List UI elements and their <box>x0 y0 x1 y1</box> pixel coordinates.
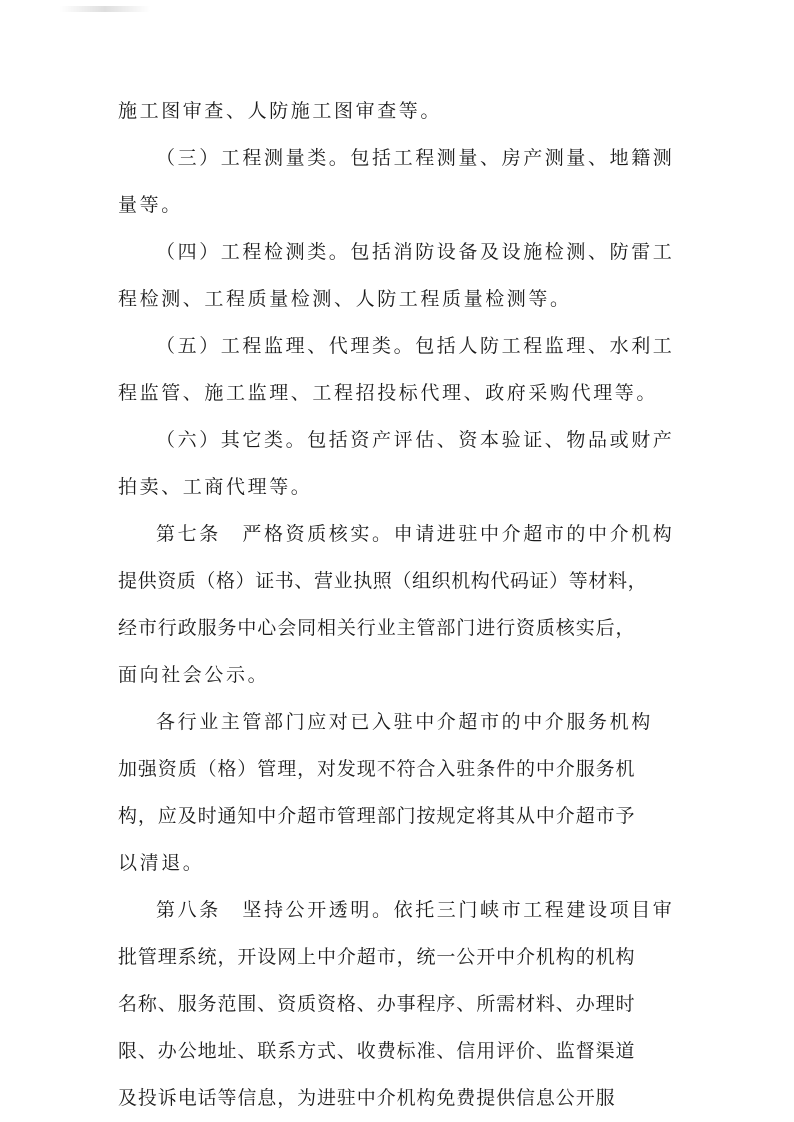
article-7-heading-line: 第七条 严格资质核实。申请进驻中介超市的中介机构 <box>156 523 675 545</box>
text-line: 面向社会公示。 <box>118 664 270 686</box>
text-line: 及投诉电话等信息，为进驻中介机构免费提供信息公开服 <box>118 1087 616 1109</box>
text-line: 各行业主管部门应对已入驻中介超市的中介服务机构 <box>156 711 653 733</box>
text-line: 量等。 <box>118 194 183 216</box>
text-line: 施工图审查、人防施工图审查等。 <box>118 100 443 122</box>
document-body <box>118 88 690 1122</box>
text-line: 程监管、施工监理、工程招投标代理、政府采购代理等。 <box>118 382 659 404</box>
text-line: （五）工程监理、代理类。包括人防工程监理、水利工 <box>156 335 675 357</box>
article-8-heading-line: 第八条 坚持公开透明。依托三门峡市工程建设项目审 <box>156 899 675 921</box>
text-line: 加强资质（格）管理，对发现不符合入驻条件的中介服务机 <box>118 758 636 780</box>
text-line: 以清退。 <box>118 852 205 874</box>
text-line: 构，应及时通知中介超市管理部门按规定将其从中介超市予 <box>118 805 636 827</box>
text-line: 程检测、工程质量检测、人防工程质量检测等。 <box>118 288 572 310</box>
text-line: 提供资质（格）证书、营业执照（组织机构代码证）等材料， <box>118 570 648 592</box>
text-line: 批管理系统，开设网上中介超市，统一公开中介机构的机构 <box>118 946 636 968</box>
text-line: 经市行政服务中心会同相关行业主管部门进行资质核实后， <box>118 617 636 639</box>
text-line: 拍卖、工商代理等。 <box>118 476 313 498</box>
text-line: （四）工程检测类。包括消防设备及设施检测、防雷工 <box>156 241 675 263</box>
text-line: 限、办公地址、联系方式、收费标准、信用评价、监督渠道 <box>118 1040 636 1062</box>
text-line: （三）工程测量类。包括工程测量、房产测量、地籍测 <box>156 147 675 169</box>
text-line: 名称、服务范围、资质资格、办事程序、所需材料、办理时 <box>118 993 636 1015</box>
scan-artifact <box>60 6 150 12</box>
text-line: （六）其它类。包括资产评估、资本验证、物品或财产 <box>156 429 675 451</box>
